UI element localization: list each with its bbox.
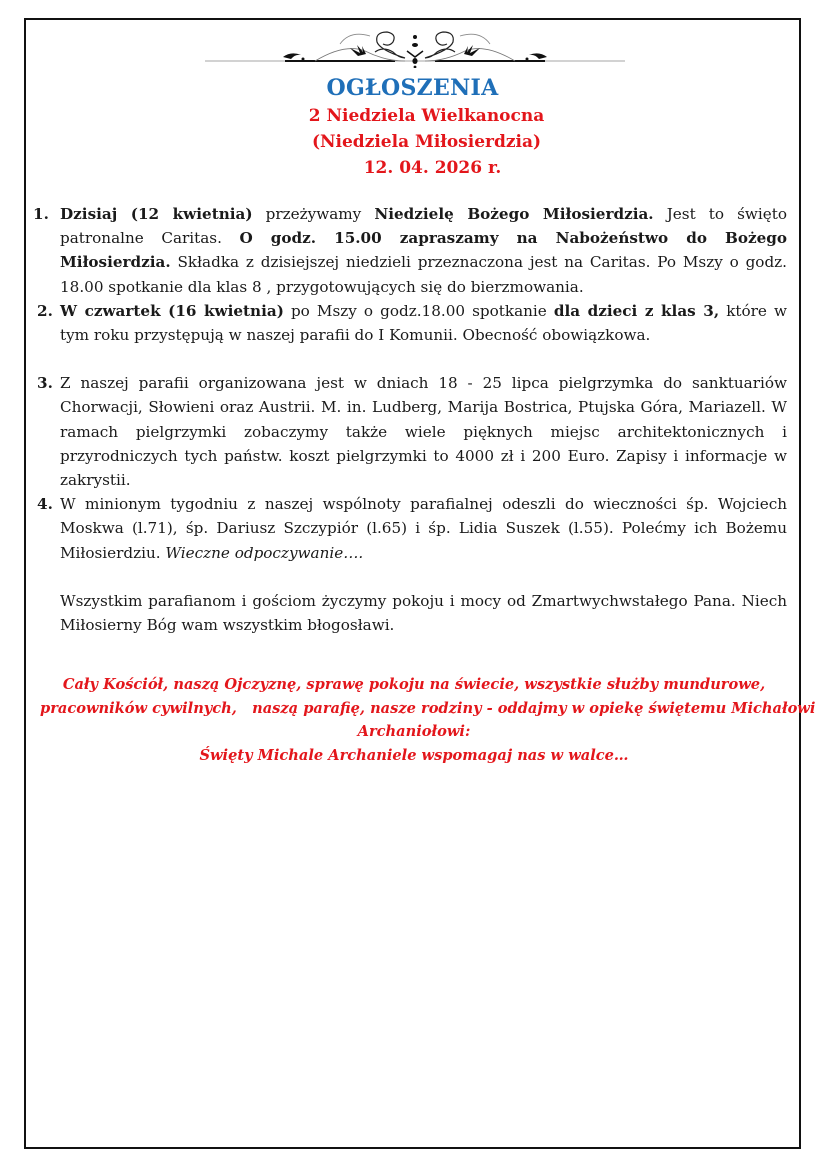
- text: które w tym roku przystępują w naszej parafii do I Komunii. Obecność obowiązkowa.: [60, 301, 787, 345]
- item-text: [60, 299, 787, 347]
- text: po Mszy o godz.18.00 spotkanie: [283, 301, 554, 320]
- item-text: [60, 202, 787, 299]
- prayer-block: [40, 673, 816, 767]
- subtitle-sunday: 2 Niedziela Wielkanocna: [308, 106, 545, 126]
- italic-text: Wieczne odpoczywanie….: [165, 543, 364, 562]
- announcements-list: [33, 202, 787, 637]
- closing-wishes: Wszystkim parafianom i gościom życzymy pokoju i mocy od Zmartwychwstałego Pana. Niech Miłosierny Bóg wam wszystkim błogosławi.: [60, 591, 787, 635]
- item-text: Z naszej parafii organizowana jest w dniach 18 - 25 lipca pielgrzymka do sanktuariów Chorwacji, Słowieni oraz Austrii. M. in. Ludberg, Marija Bostrica, Ptujska Góra, Mariazell. W ramach pielgrzymki zobaczymy także wiele pięknych miejsc architektonicznych i przyrodniczych tych państw. koszt pielgrzymki to 4000 zł i 200 Euro. Zapisy i informacje w zakrystii.: [60, 374, 787, 490]
- flourish-divider-icon: [205, 28, 625, 68]
- text: Składka z dzisiejszej niedzieli przeznaczona jest na Caritas. Po Mszy o godz. 18.00 spotkanie dla klas 8 , przygotowujących się do bierzmowania.: [60, 253, 787, 296]
- item-number: 1.: [33, 205, 49, 223]
- bold-text: dla dzieci z klas 3,: [553, 301, 720, 320]
- text: przeżywamy: [252, 205, 375, 223]
- prayer-line: pracowników cywilnych, naszą parafię, nasze rodziny - oddajmy w opiekę świętemu Michałowi: [40, 699, 816, 717]
- item-number: 2.: [37, 301, 53, 320]
- bold-text: O godz. 15.00 zapraszamy na Nabożeństwo do Bożego Miłosierdzia.: [60, 229, 787, 272]
- bold-text: Niedzielę Bożego Miłosierdzia.: [374, 205, 654, 223]
- text: Jest to święto patronalne Caritas.: [60, 205, 788, 248]
- date: 12. 04. 2026 r.: [363, 158, 502, 178]
- bold-text: Dzisiaj (12 kwietnia): [60, 205, 253, 223]
- page-title: OGŁOSZENIA: [326, 75, 499, 101]
- item-number: 4.: [37, 495, 53, 514]
- announcement-item: [33, 299, 787, 347]
- prayer-line: Archaniołowi:: [357, 723, 471, 740]
- prayer-line: Święty Michale Archaniele wspomagaj nas w walce…: [199, 746, 629, 764]
- bold-text: W czwartek (16 kwietnia): [60, 301, 284, 320]
- prayer-line: Cały Kościół, naszą Ojczyznę, sprawę pokoju na świecie, wszystkie służby mundurowe,: [62, 676, 766, 693]
- item-number: 3.: [37, 374, 53, 393]
- item-text: [60, 492, 787, 565]
- subtitle-mercy: (Niedziela Miłosierdzia): [311, 132, 542, 152]
- announcement-item: [33, 492, 787, 565]
- announcement-item: [33, 371, 787, 492]
- announcement-item: [33, 202, 787, 299]
- text: W minionym tygodniu z naszej wspólnoty parafialnej odeszli do wieczności śp. Wojciech Moskwa (l.71), śp. Dariusz Szczypiór (l.65) i śp. Lidia Suszek (l.55). Polećmy ich Bożemu Miłosierdziu.: [60, 495, 787, 562]
